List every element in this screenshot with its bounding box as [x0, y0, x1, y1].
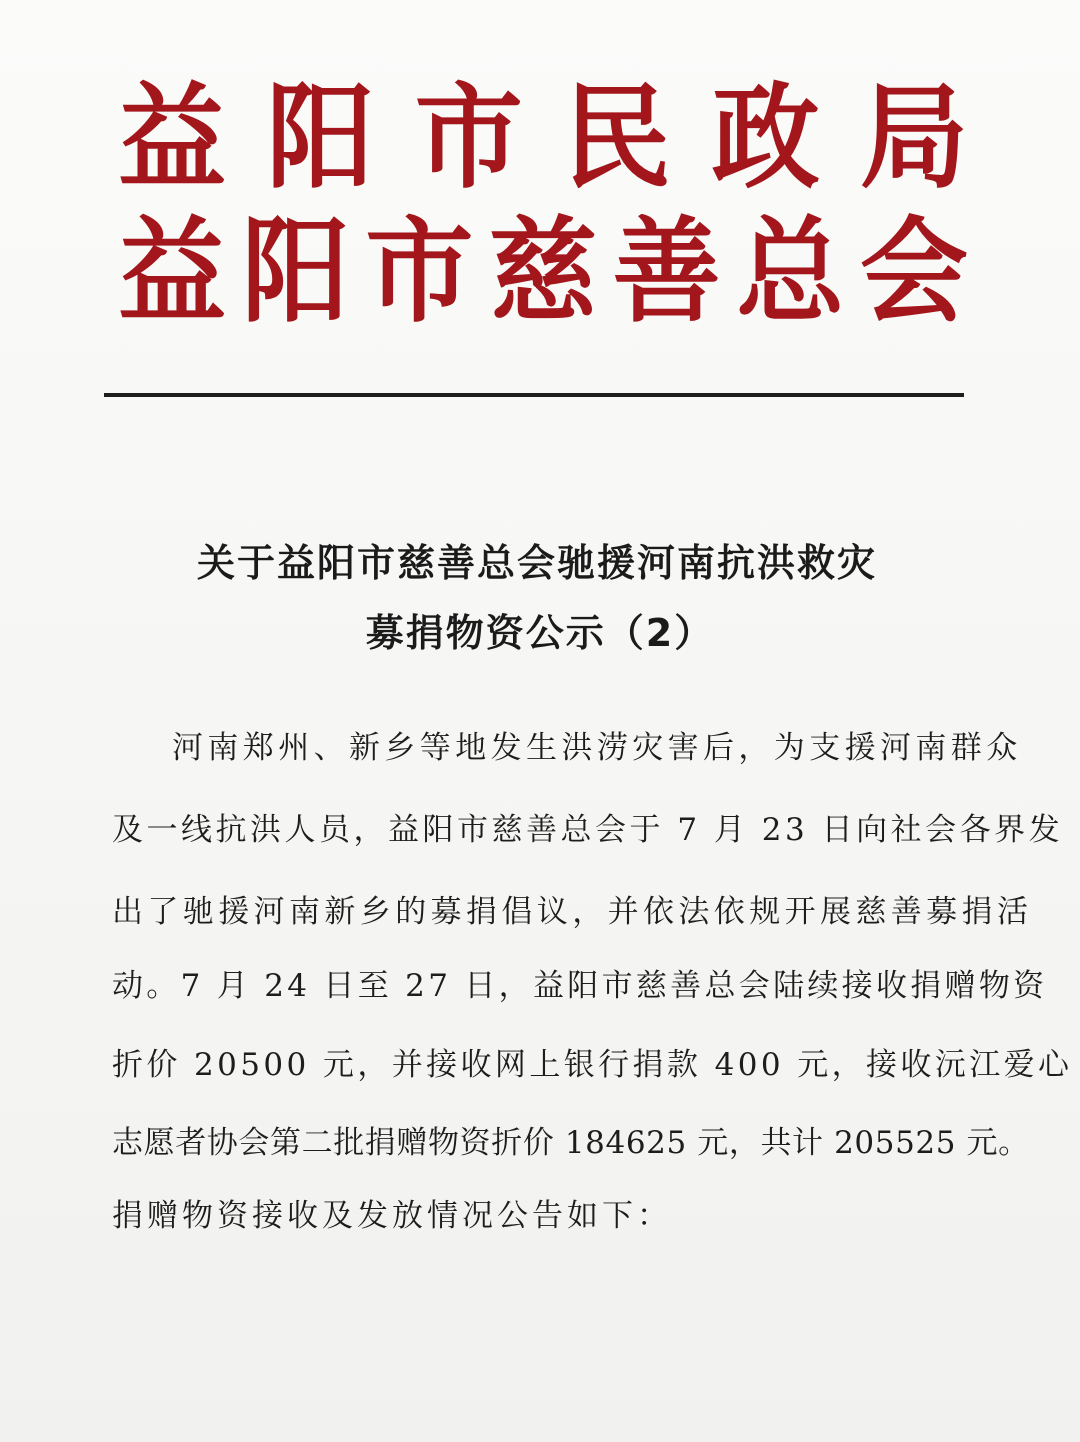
- letterhead-char: 市: [414, 71, 523, 205]
- letterhead-char: 政: [711, 71, 820, 205]
- letterhead-char: 慈: [488, 205, 597, 339]
- letterhead-char: 阳: [266, 71, 375, 205]
- letterhead-char: 总: [736, 205, 845, 339]
- letterhead-char: 善: [612, 205, 721, 339]
- letterhead-char: 市: [365, 205, 474, 339]
- body-line: 出了驰援河南新乡的募捐倡议，并依法依规开展慈善募捐活: [112, 894, 1033, 930]
- letterhead-char: 民: [563, 71, 672, 205]
- letterhead-char: 益: [118, 71, 227, 205]
- body-line: 河南郑州、新乡等地发生洪涝灾害后，为支援河南群众: [172, 730, 1022, 766]
- letterhead-line-civil-affairs-bureau: [118, 71, 968, 205]
- document-title-line-2: 募捐物资公示（2）: [365, 611, 715, 655]
- letterhead-char: 会: [859, 205, 968, 339]
- letterhead-line-charity-federation: [118, 205, 968, 339]
- letterhead-char: 局: [859, 71, 968, 205]
- letterhead-divider: [104, 393, 964, 397]
- body-line: 志愿者协会第二批捐赠物资折价 184625 元，共计 205525 元。: [112, 1125, 1030, 1161]
- letterhead-char: 益: [118, 205, 227, 339]
- letterhead: [118, 71, 968, 346]
- body-line: 及一线抗洪人员，益阳市慈善总会于 7 月 23 日向社会各界发: [112, 812, 1064, 848]
- body-line: 折价 20500 元，并接收网上银行捐款 400 元，接收沅江爱心: [112, 1047, 1073, 1083]
- document-title-line-1: 关于益阳市慈善总会驰援河南抗洪救灾: [196, 541, 877, 585]
- body-line: 捐赠物资接收及发放情况公告如下：: [112, 1198, 672, 1234]
- letterhead-char: 阳: [241, 205, 350, 339]
- body-line: 动。7 月 24 日至 27 日，益阳市慈善总会陆续接收捐赠物资: [112, 968, 1048, 1004]
